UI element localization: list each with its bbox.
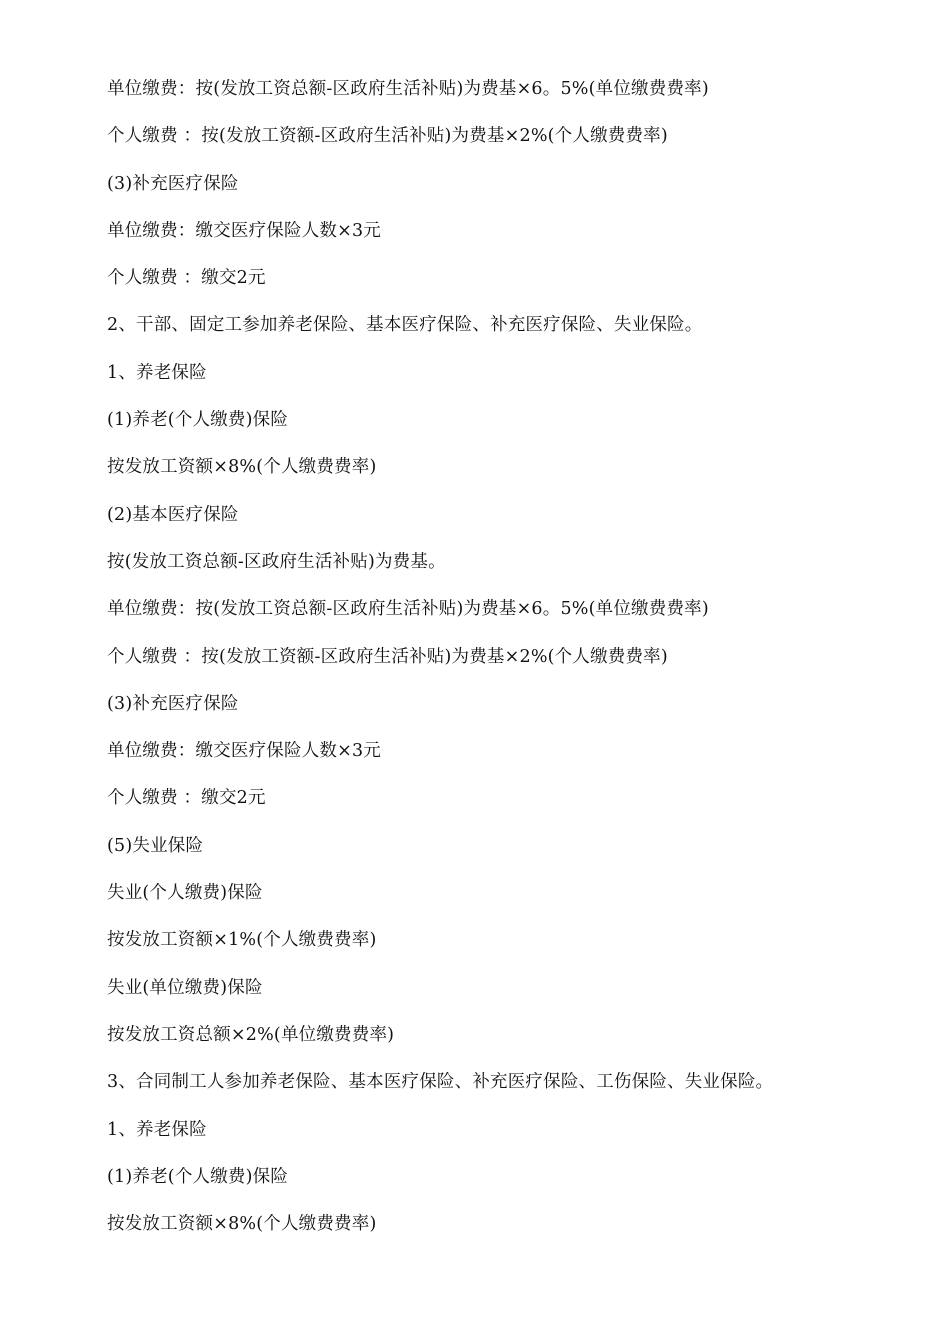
subsection-heading: 1、养老保险: [107, 362, 207, 383]
subsection-heading: 1、养老保险: [107, 1119, 207, 1140]
text-line: 失业(单位缴费)保险: [107, 977, 263, 998]
text-line: 单位缴费：按(发放工资总额-区政府生活补贴)为费基×6。5%(单位缴费费率): [107, 79, 709, 99]
text-line: 失业(个人缴费)保险: [107, 883, 263, 904]
text-line: 按发放工资额×1%(个人缴费费率): [107, 930, 377, 951]
document-body: [107, 76, 907, 1258]
section-heading: 2、干部、固定工参加养老保险、基本医疗保险、补充医疗保险、失业保险。: [107, 315, 703, 336]
text-line: 按发放工资额×8%(个人缴费费率): [107, 457, 377, 478]
text-line: 单位缴费：按(发放工资总额-区政府生活补贴)为费基×6。5%(单位缴费费率): [107, 599, 709, 620]
text-line: 按发放工资额×8%(个人缴费费率): [107, 1214, 377, 1235]
text-line: (3)补充医疗保险: [107, 173, 239, 194]
section-heading: 3、合同制工人参加养老保险、基本医疗保险、补充医疗保险、工伤保险、失业保险。: [107, 1072, 774, 1093]
text-line: 按(发放工资总额-区政府生活补贴)为费基。: [107, 551, 446, 572]
text-line: 按发放工资总额×2%(单位缴费费率): [107, 1024, 395, 1045]
text-line: (1)养老(个人缴费)保险: [107, 1166, 289, 1187]
text-line: 单位缴费：缴交医疗保险人数×3元: [107, 220, 381, 241]
text-line: 单位缴费：缴交医疗保险人数×3元: [107, 741, 381, 762]
text-line: 个人缴费 ：按(发放工资额-区政府生活补贴)为费基×2%(个人缴费费率): [107, 126, 668, 147]
text-line: (5)失业保险: [107, 835, 204, 856]
text-line: 个人缴费 ：缴交2元: [107, 788, 266, 809]
text-line: (3)补充医疗保险: [107, 693, 239, 714]
text-line: 个人缴费 ：缴交2元: [107, 268, 266, 289]
text-line: (2)基本医疗保险: [107, 504, 239, 525]
text-line: (1)养老(个人缴费)保险: [107, 410, 289, 431]
text-line: 个人缴费 ：按(发放工资额-区政府生活补贴)为费基×2%(个人缴费费率): [107, 646, 668, 667]
